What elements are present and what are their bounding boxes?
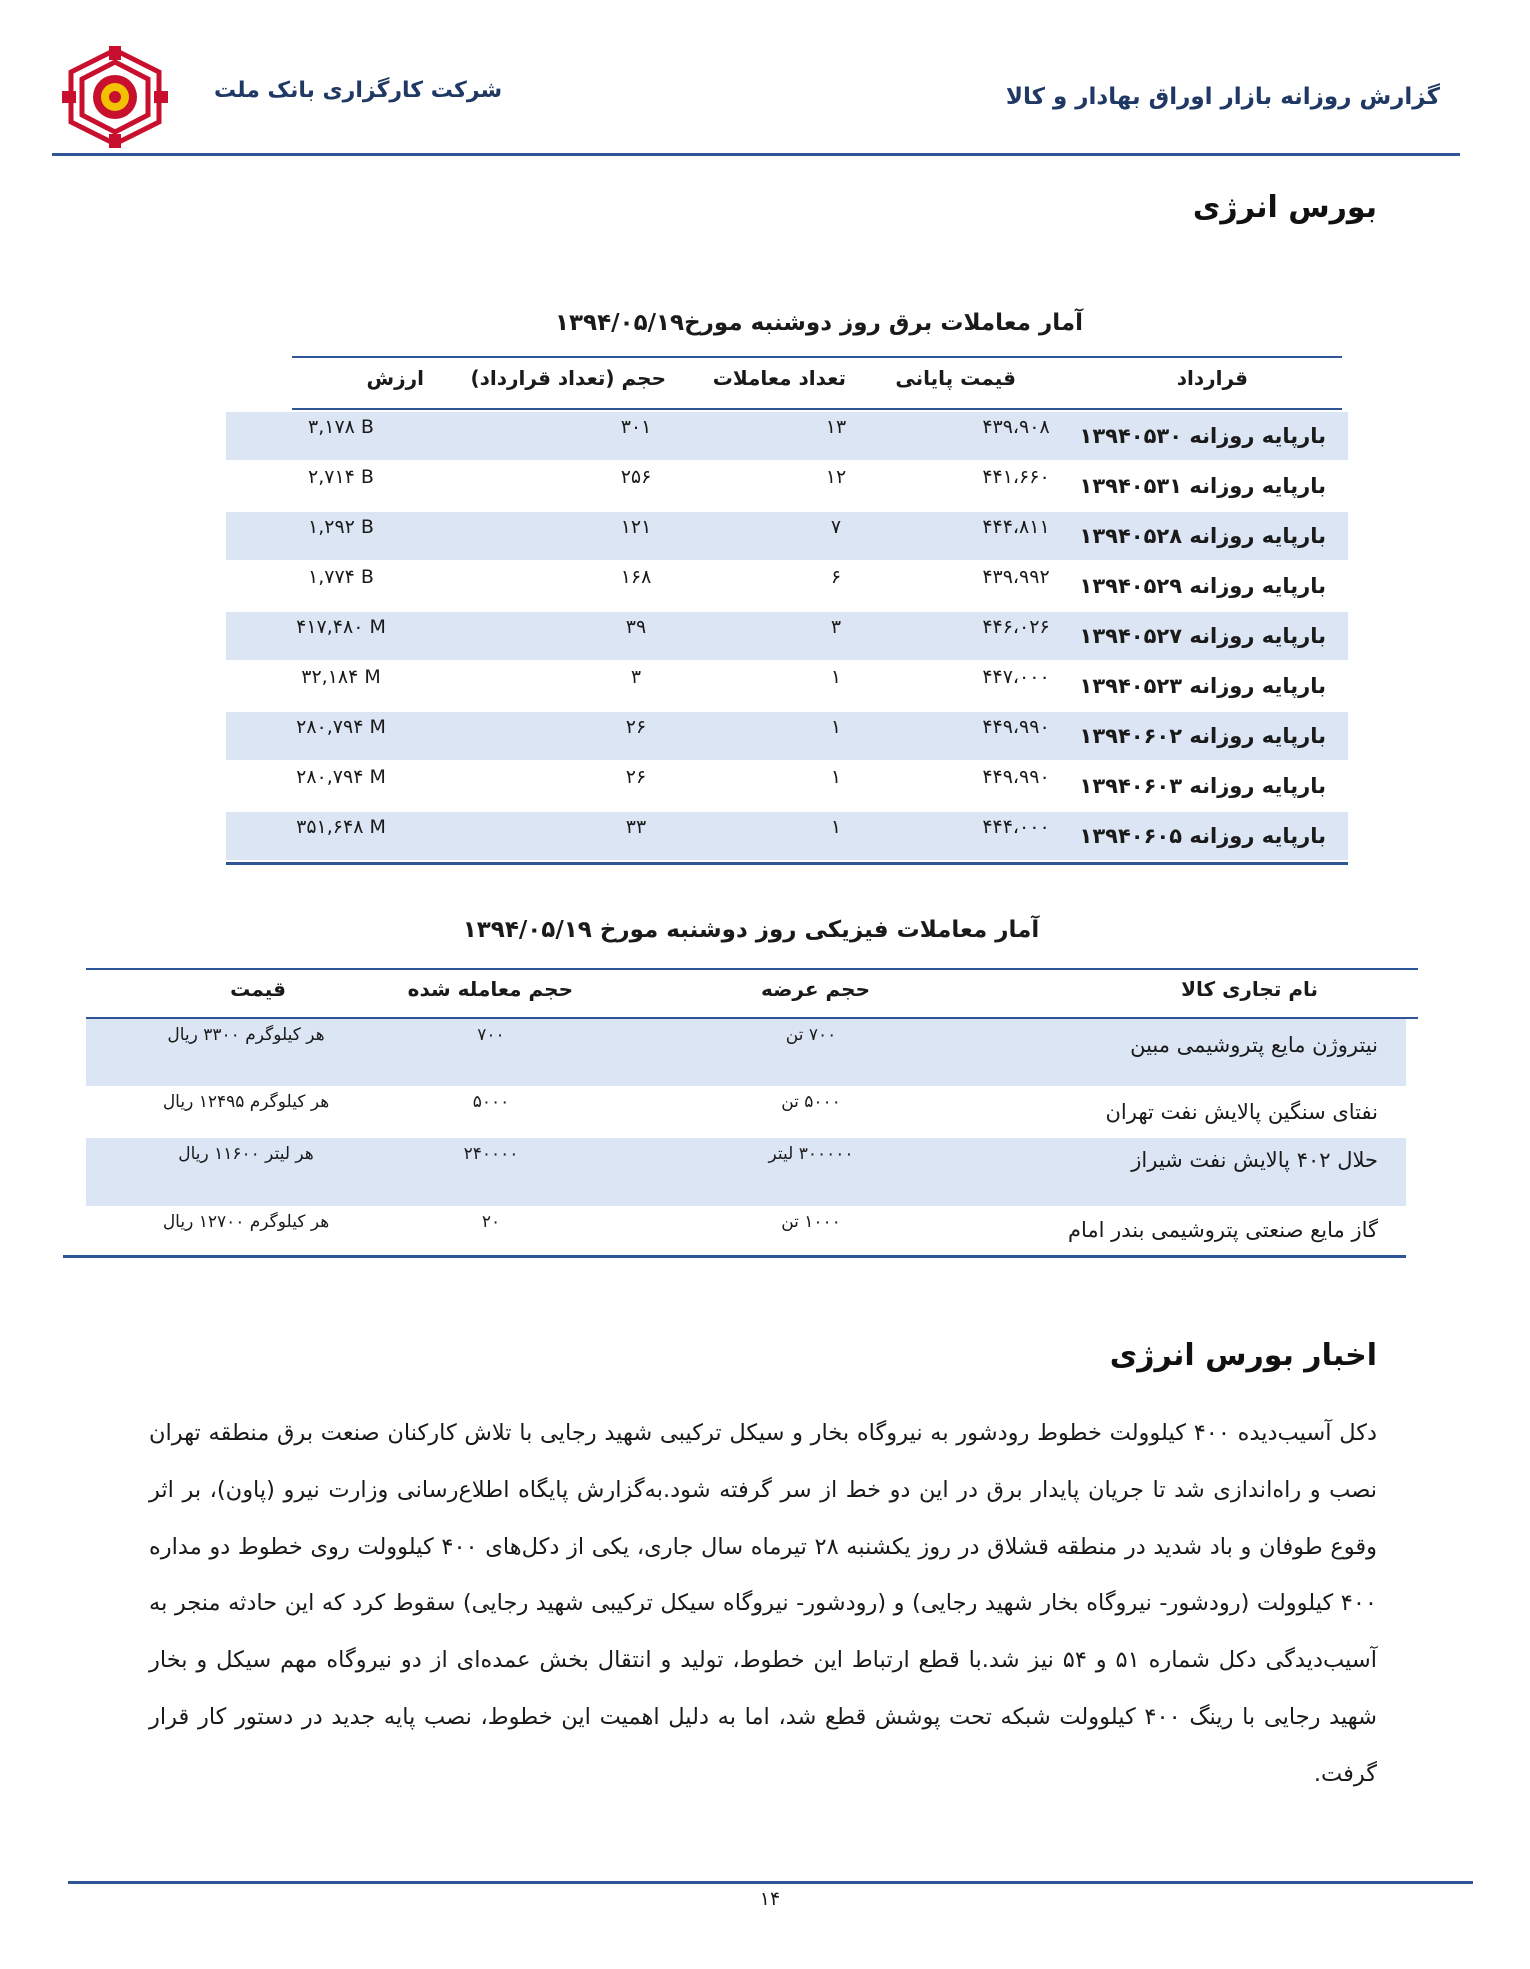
value-cell: ۳۲,۱۸۴ M [301, 666, 381, 688]
report-title: گزارش روزانه بازار اوراق بهادار و کالا [1005, 84, 1440, 110]
table-row [86, 1086, 1406, 1138]
price-cell: هر لیتر ۱۱۶۰۰ ریال [178, 1144, 314, 1164]
table-top-rule [86, 968, 1418, 970]
table-row [226, 462, 1348, 510]
table-bottom-rule [226, 862, 1348, 865]
electricity-table-caption: آمار معاملات برق روز دوشنبه مورخ۱۳۹۴/۰۵/۱۹ [554, 310, 1084, 336]
trades-cell: ۶ [830, 566, 842, 588]
section-title: بورس انرژی [1192, 190, 1377, 225]
value-cell: ۲,۷۱۴ B [308, 466, 374, 488]
final-price-cell: ۴۴۹،۹۹۰ [982, 766, 1050, 788]
value-cell: ۳۵۱,۶۴۸ M [296, 816, 386, 838]
column-header-final-price: قیمت پایانی [895, 366, 1016, 390]
column-header-traded-volume: حجم معامله شده [407, 977, 573, 1001]
traded-cell: ۵۰۰۰ [472, 1092, 510, 1112]
table-row [226, 612, 1348, 660]
supply-cell: ۱۰۰۰ تن [781, 1212, 841, 1232]
column-header-price: قیمت [230, 977, 286, 1001]
price-cell: هر کیلوگرم ۳۳۰۰ ریال [167, 1025, 325, 1045]
column-header-volume: حجم (تعداد قرارداد) [470, 366, 666, 390]
table-row [63, 1206, 1406, 1255]
contract-cell: بارپایه روزانه ۱۳۹۴۰۵۳۰ [1079, 424, 1326, 448]
column-header-product-name: نام تجاری کالا [1181, 977, 1318, 1001]
table-row [226, 562, 1348, 610]
price-cell: هر کیلوگرم ۱۲۷۰۰ ریال [162, 1212, 330, 1232]
table-row [226, 412, 1348, 460]
news-paragraph: دکل آسیب‌دیده ۴۰۰ کیلوولت خطوط رودشور به نیروگاه بخار و سیکل ترکیبی شهید رجایی با تلاش کارکنان صنعت برق منطقه تهران نصب و راه‌اندازی شد تا جریان پایدار برق در این دو خط از سر گرفته شود.به‌گزارش پایگاه اطلاع‌رسانی وزارت نیرو (پاون)، بر اثر وقوع طوفان و باد شدید در منطقه قشلاق در روز یکشنبه ۲۸ تیرماه سال جاری، یکی از دکل‌های ۴۰۰ کیلوولت روی خطوط دو مداره ۴۰۰ کیلوولت (رودشور- نیروگاه بخار شهید رجایی) و (رودشور- نیروگاه سیکل ترکیبی شهید رجایی) سقوط کرد که این حادثه منجر به آسیب‌دیدگی دکل شماره ۵۱ و ۵۴ نیز شد.با قطع ارتباط این خطوط، تولید و انتقال بخش عمده‌ای از دو نیروگاه مهم سیکل و بخار شهید رجایی با رینگ ۴۰۰ کیلوولت شبکه تحت پوشش قطع شد، اما به دلیل اهمیت این خطوط، نصب پایه جدید در دستور کار قرار گرفت. [149, 1420, 1377, 1787]
electricity-table [226, 356, 1348, 865]
table-row [226, 512, 1348, 560]
contract-cell: بارپایه روزانه ۱۳۹۴۰۶۰۲ [1079, 724, 1326, 748]
contract-cell: بارپایه روزانه ۱۳۹۴۰۶۰۳ [1079, 774, 1326, 798]
company-name: شرکت کارگزاری بانک ملت [214, 78, 503, 103]
table-row [226, 812, 1348, 860]
traded-cell: ۲۴۰۰۰۰ [463, 1144, 519, 1164]
trades-cell: ۷ [830, 516, 842, 538]
header-divider [52, 153, 1460, 156]
column-header-trades: تعداد معاملات [712, 366, 846, 390]
final-price-cell: ۴۴۴،۸۱۱ [982, 516, 1050, 538]
volume-cell: ۳۹ [625, 616, 647, 638]
volume-cell: ۲۶ [625, 716, 647, 738]
news-title: اخبار بورس انرژی [1109, 1338, 1377, 1373]
contract-cell: بارپایه روزانه ۱۳۹۴۰۵۲۹ [1079, 574, 1326, 598]
volume-cell: ۱۲۱ [620, 516, 652, 538]
supply-cell: ۳۰۰۰۰۰ لیتر [768, 1144, 854, 1164]
column-header-contract: قرارداد [1176, 366, 1248, 390]
table-bottom-rule [63, 1255, 1406, 1258]
table-top-rule [292, 356, 1342, 358]
page-number: ۱۴ [759, 1888, 781, 1910]
volume-cell: ۳ [630, 666, 642, 688]
header-bottom-rule [292, 408, 1342, 410]
volume-cell: ۲۵۶ [620, 466, 652, 488]
table-row [86, 1019, 1406, 1086]
product-name-cell: نیتروژن مایع پتروشیمی مبین [1130, 1033, 1378, 1057]
company-logo [62, 46, 168, 148]
volume-cell: ۳۰۱ [620, 416, 652, 438]
trades-cell: ۱۲ [825, 466, 847, 488]
value-cell: ۱,۲۹۲ B [308, 516, 374, 538]
trades-cell: ۳ [830, 616, 842, 638]
final-price-cell: ۴۴۷،۰۰۰ [982, 666, 1050, 688]
product-name-cell: نفتای سنگین پالایش نفت تهران [1105, 1100, 1378, 1124]
table-row [86, 1138, 1406, 1206]
value-cell: ۲۸۰,۷۹۴ M [296, 716, 386, 738]
table-row [226, 762, 1348, 810]
product-name-cell: گاز مایع صنعتی پتروشیمی بندر امام [1067, 1218, 1378, 1242]
contract-cell: بارپایه روزانه ۱۳۹۴۰۵۳۱ [1079, 474, 1326, 498]
physical-table [63, 968, 1418, 1258]
trades-cell: ۱ [830, 716, 842, 738]
footer-divider [68, 1881, 1473, 1884]
final-price-cell: ۴۴۴،۰۰۰ [982, 816, 1050, 838]
trades-cell: ۱ [830, 766, 842, 788]
table-row [226, 712, 1348, 760]
contract-cell: بارپایه روزانه ۱۳۹۴۰۵۲۳ [1079, 674, 1326, 698]
volume-cell: ۳۳ [625, 816, 647, 838]
trades-cell: ۱ [830, 816, 842, 838]
physical-table-caption: آمار معاملات فیزیکی روز دوشنبه مورخ ۱۳۹۴/۰۵/۱۹ [462, 917, 1040, 943]
trades-cell: ۱ [830, 666, 842, 688]
traded-cell: ۷۰۰ [477, 1025, 505, 1045]
final-price-cell: ۴۳۹،۹۹۲ [982, 566, 1050, 588]
contract-cell: بارپایه روزانه ۱۳۹۴۰۵۲۸ [1079, 524, 1326, 548]
supply-cell: ۵۰۰۰ تن [781, 1092, 841, 1112]
value-cell: ۱,۷۷۴ B [308, 566, 374, 588]
contract-cell: بارپایه روزانه ۱۳۹۴۰۵۲۷ [1079, 624, 1326, 648]
table-row [226, 662, 1348, 710]
volume-cell: ۲۶ [625, 766, 647, 788]
value-cell: ۳,۱۷۸ B [308, 416, 374, 438]
value-cell: ۲۸۰,۷۹۴ M [296, 766, 386, 788]
final-price-cell: ۴۴۹،۹۹۰ [982, 716, 1050, 738]
value-cell: ۴۱۷,۴۸۰ M [296, 616, 386, 638]
price-cell: هر کیلوگرم ۱۲۴۹۵ ریال [162, 1092, 330, 1112]
trades-cell: ۱۳ [825, 416, 847, 438]
final-price-cell: ۴۳۹،۹۰۸ [982, 416, 1050, 438]
column-header-value: ارزش [366, 366, 424, 390]
final-price-cell: ۴۴۱،۶۶۰ [982, 466, 1050, 488]
product-name-cell: حلال ۴۰۲ پالایش نفت شیراز [1131, 1148, 1378, 1172]
volume-cell: ۱۶۸ [620, 566, 652, 588]
final-price-cell: ۴۴۶،۰۲۶ [982, 616, 1050, 638]
contract-cell: بارپایه روزانه ۱۳۹۴۰۶۰۵ [1079, 824, 1326, 848]
traded-cell: ۲۰ [481, 1212, 501, 1232]
supply-cell: ۷۰۰ تن [785, 1025, 837, 1045]
column-header-supply-volume: حجم عرضه [760, 977, 870, 1001]
